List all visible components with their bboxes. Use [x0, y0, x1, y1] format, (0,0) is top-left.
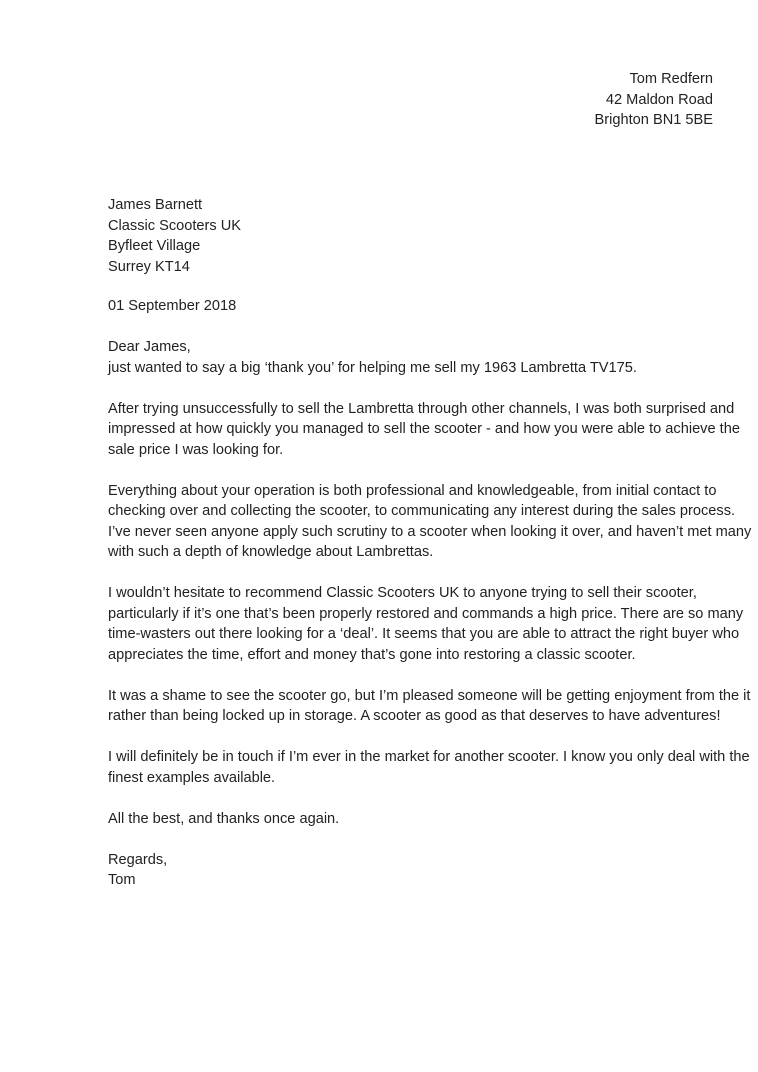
paragraph-line: appreciates the time, effort and money that’s gone into restoring a classic scooter.: [108, 646, 636, 663]
body-paragraphs: [108, 358, 752, 830]
paragraph-line: rather than being locked up in storage. A scooter as good as that deserves to have adventures!: [108, 708, 721, 724]
body-paragraph: [108, 686, 751, 727]
letter-date: 01 September 2018: [108, 298, 237, 314]
paragraph-line: I wouldn’t hesitate to recommend Classic Scooters UK to anyone trying to sell their scooter,: [108, 585, 697, 601]
paragraph-line: particularly if it’s one that’s been properly restored and commands a high price. There are so many: [108, 605, 744, 622]
body-paragraph: [108, 481, 752, 563]
body-paragraph: [108, 747, 750, 788]
paragraph-line: After trying unsuccessfully to sell the Lambretta through other channels, I was both surprised and: [108, 400, 735, 417]
paragraph-line: I’ve never seen anyone apply such scrutiny to a scooter when looking it over, and haven’t met many: [108, 523, 752, 540]
recipient-company: Classic Scooters UK: [108, 217, 242, 234]
paragraph-line: All the best, and thanks once again.: [108, 810, 340, 827]
letter-body: [108, 337, 752, 891]
body-paragraph: [108, 399, 740, 461]
paragraph-line: checking over and collecting the scooter, to communicating any interest during the sales process.: [108, 503, 736, 519]
body-paragraph: [108, 358, 718, 379]
paragraph-line: time-wasters out there looking for a ‘deal’. It seems that you are able to attract the right buyer who: [108, 626, 740, 642]
paragraph-line: with such a depth of knowledge about Lambrettas.: [108, 544, 434, 560]
recipient-address: [108, 195, 241, 277]
closing: Regards,: [108, 851, 168, 868]
body-paragraph: [108, 583, 744, 665]
closing-block: [108, 850, 718, 891]
greeting-paragraph: [108, 337, 718, 358]
paragraph-line: sale price I was looking for.: [108, 441, 284, 458]
body-paragraph: [108, 809, 718, 830]
sender-city: Brighton BN1 5BE: [594, 112, 713, 128]
sender-address: [595, 69, 713, 131]
sender-name: Tom Redfern: [629, 71, 713, 87]
paragraph-line: Everything about your operation is both professional and knowledgeable, from initial contact to: [108, 482, 717, 499]
recipient-village: Byfleet Village: [108, 238, 201, 254]
greeting: Dear James,: [108, 339, 191, 355]
paragraph-line: I will definitely be in touch if I’m ever in the market for another scooter. I know you only deal with the: [108, 749, 750, 765]
recipient-county: Surrey KT14: [108, 258, 190, 275]
paragraph-line: impressed at how quickly you managed to sell the scooter - and how you were able to achieve the: [108, 421, 740, 437]
sender-street: 42 Maldon Road: [605, 91, 713, 108]
paragraph-line: finest examples available.: [108, 769, 276, 786]
signature: Tom: [108, 872, 136, 888]
recipient-name: James Barnett: [108, 197, 203, 213]
paragraph-line: It was a shame to see the scooter go, but I’m pleased someone will be getting enjoyment from the it: [108, 687, 751, 704]
paragraph-line: just wanted to say a big ‘thank you’ for helping me sell my 1963 Lambretta TV175.: [108, 359, 637, 376]
